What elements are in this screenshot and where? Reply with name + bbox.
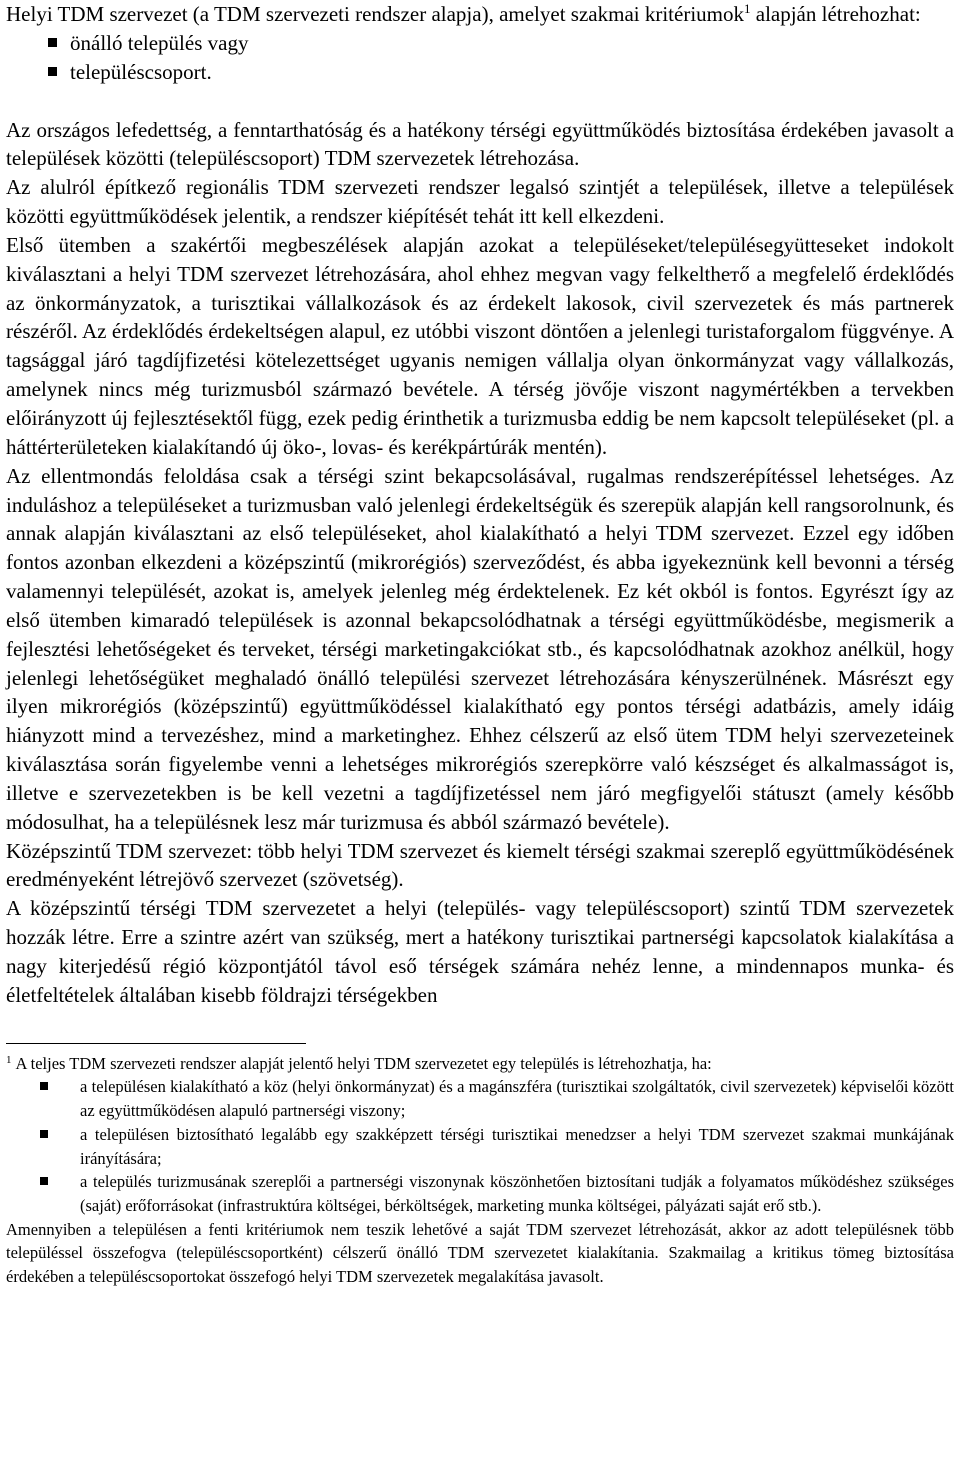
paragraph-spacer [6, 87, 954, 116]
intro-text-after: alapján létrehozhat: [750, 2, 921, 26]
list-item: a településen kialakítható a köz (helyi önkormányzat) és a magánszféra (turisztikai szolgáltatók, civil szervezetek) képviselői között az együttműködésen alapuló partnerségi viszony; [40, 1075, 954, 1122]
body-paragraph: Első ütemben a szakértői megbeszélések alapján azokat a településeket/településegyütteseket indokolt kiválasztani a helyi TDM szervezet létrehozására, ahol ehhez megvan vagy felkeltheтő a megfelelő érdeklődés az önkormányzatok, a turisztikai vállalkozások és az érdekelt lakosok, civil szervezetek és más partnerek részéről. Az érdeklődés érdekeltségen alapul, ez utóbbi viszont döntően a jelenlegi turistaforgalom függvénye. A tagsággal járó tagdíjfizetési kötelezettséget ugyanis nemigen vállalja olyan önkormányzat vagy vállalkozás, amelynek nincs még turizmusból származó bevétele. A térség jövője viszont nagymértékben a tervekben előirányzott új fejlesztésektől függ, ezek pedig érinthetik a turizmusba eddig be nem kapcsolt településeket (pl. a háttérterületeken kialakítandó új öko-, lovas- és kerékpártúrák mentén). [6, 232, 954, 459]
footnote-intro [6, 1052, 954, 1076]
body-paragraph: Az ellentmondás feloldása csak a térségi szint bekapcsolásával, rugalmas rendszerépítéssel lehetséges. Az induláshoz a településeket a turizmusban való jelenlegi érdekeltségük és szerepük alapján kell rangsorolnunk, és annak alapján kiválasztani az első településeket, ahol kialakítható a helyi TDM szervezet. Ezzel egy időben fontos azonban elkezdeni a középszintű (mikrorégiós) szerveződést, és abba igyekeznünk kell bevonni a térség valamennyi települését, azokat is, amelyek jelenleg még érdektelenek. Ez két okból is fontos. Egyrészt így az első ütemben kimaradó települések is azonnal bekapcsolódhatnak a térségi együttműködésbe, megismerik a fejlesztési lehetőségeket és terveket, térségi marketingakciókat stb., és kapcsolódhatnak azokhoz anélkül, hogy jelenlegi lehetőségüket meghaladó önálló települési szervezet létrehozására kényszerülnének. Másrészt egy ilyen mikrorégiós (középszintű) együttműködéssel kialakítható egy pontos térségi adatbázis, amely idáig hiányzott mind a tervezéshez, mind a marketinghez. Ehhez célszerű az első ütem TDM helyi szervezeteinek kiválasztása során figyelembe venni a lehetséges mikrorégiós szerepkörre való készséget és alkalmasságot is, illetve e szervezetekben is be kell vezetni a tagdíjfizetéssel nem járó megfigyelői státuszt (amely később módosulhat, ha a településnek lesz már turizmusa és abból származó bevétele). [6, 463, 954, 834]
body-paragraph: Középszintű TDM szervezet: több helyi TDM szervezet és kiemelt térségi szakmai szereplő együttműködésének eredményeként létrejövő szervezet (szövetség). [6, 838, 954, 892]
footnote-text: A teljes TDM szervezeti rendszer alapját jelentő helyi TDM szervezetet egy település is létrehozhatja, ha: [15, 1053, 712, 1073]
main-text [6, 0, 954, 1010]
intro-paragraph [6, 0, 954, 29]
footnote-closing: Amennyiben a településen a fenti kritériumok nem teszik lehetővé a saját TDM szervezet létrehozását, akkor az adott településnek több településsel összefogva (településcsoportként) célszerű önálló TDM szervezetet kialakítania. Szakmailag a kritikus tömeg biztosítása érdekében a településcsoportokat összefogó helyi TDM szervezetek megalakítása javasolt. [6, 1219, 954, 1287]
list-item: a település turizmusának szereplői a partnerségi viszonynak köszönhetően biztosítani tudják a folyamatos működéshez szükséges (saját) erőforrásokat (infrastruktúra költségei, bérköltségek, marketing munka költségei, pályázati saját erő stb.). [40, 1170, 954, 1217]
list-item: településcsoport. [48, 58, 954, 87]
footnote-bullet-list [6, 1075, 954, 1217]
footnote-reference[interactable]: 1 [744, 1, 751, 16]
intro-text: Helyi TDM szervezet (a TDM szervezeti rendszer alapja), amelyet szakmai kritériumok [6, 2, 744, 26]
list-item: a településen biztosítható legalább egy szakképzett térségi turisztikai menedzser a helyi TDM szervezet szakmai munkájának irányítására; [40, 1123, 954, 1170]
intro-bullet-list [6, 29, 954, 87]
body-paragraph: Az alulról építkező regionális TDM szervezeti rendszer legalsó szintjét a települések, illetve a települések közötti együttműködések jelentik, a rendszer kiépítését tehát itt kell elkezdeni. [6, 175, 954, 229]
footnote-mark: 1 [6, 1053, 12, 1066]
footnote [6, 1052, 954, 1289]
footnote-separator [6, 1043, 306, 1044]
body-paragraph: A középszintű térségi TDM szervezetet a helyi (település- vagy településcsoport) szintű TDM szervezetek hozzák létre. Erre a szintre azért van szükség, mert a hatékony turisztikai partnerségi kapcsolatok kialakítása a nagy kiterjedésű régió központjától távol eső térségek számára nehéz lenne, a mindennapos munka- és életfeltételek általában kisebb földrajzi térségekben [6, 896, 954, 1007]
body-paragraph: Az országos lefedettség, a fenntarthatóság és a hatékony térségi együttműködés biztosítása érdekében javasolt a települések közötti (településcsoport) TDM szervezetek létrehozása. [6, 117, 954, 171]
list-item: önálló település vagy [48, 29, 954, 58]
